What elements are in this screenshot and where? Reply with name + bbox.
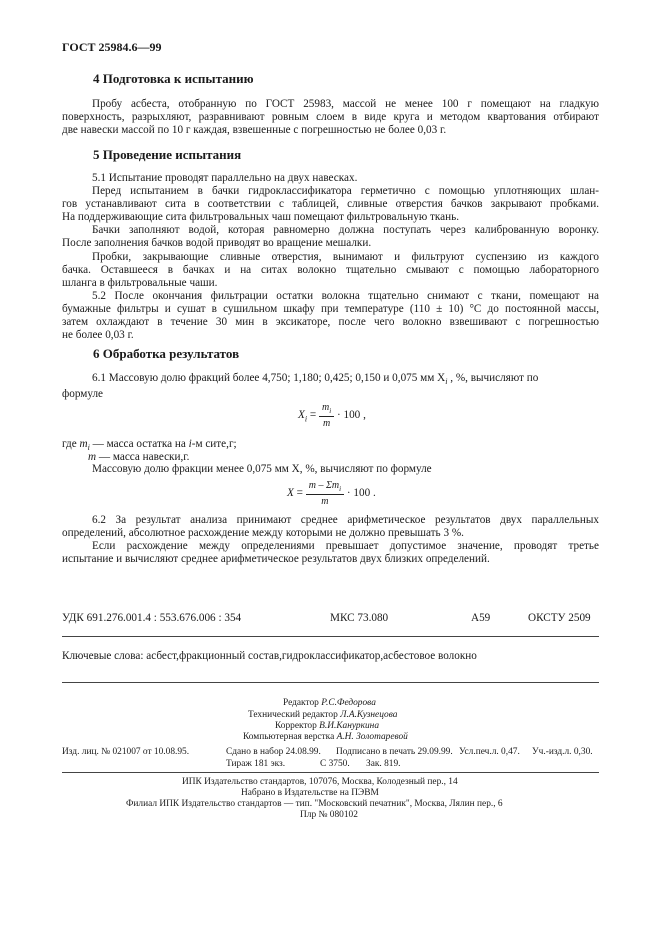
imprint-set: Сдано в набор 24.08.99. xyxy=(226,747,321,757)
credit-corrector: Корректор В.И.Кануркина xyxy=(275,721,380,731)
divider xyxy=(62,682,599,683)
publisher-line: Набрано в Издательстве на ПЭВМ xyxy=(241,788,379,798)
imprint-uslp: Усл.печ.л. 0,47. xyxy=(459,747,520,757)
publisher-line: Плр № 080102 xyxy=(300,810,358,820)
text-line: Пробу асбеста, отобранную по ГОСТ 25983, массой не менее 100 г помещают на гладкую xyxy=(92,98,599,110)
formula-2: X = $\frac{m - \Sigma m_i}{m}$ · 100 . xyxy=(287,480,376,507)
credit-editor: Редактор Р.С.Федорова xyxy=(283,698,376,708)
text-line: Массовую долю фракции менее 0,075 мм X, %, вычисляют по формуле xyxy=(92,463,432,475)
formula-1: $X_i$ = $\frac{m_i}{m}$ · 100 , xyxy=(298,402,366,429)
fraction: $\frac{m_i}{m}$ xyxy=(319,402,334,429)
imprint-s: С 3750. xyxy=(320,759,350,769)
imprint-zak: Зак. 819. xyxy=(366,759,401,769)
text-line: Бачки заполняют водой, которая равномерно должна поступать через калиброванную воронку. xyxy=(92,224,599,237)
mks-code: МКС 73.080 xyxy=(330,612,389,624)
text-line: испытание и вычисляют среднее арифметическое результатов двух близких определений. xyxy=(62,553,490,566)
section-6-title: 6 Обработка результатов xyxy=(93,346,240,361)
text-line: После заполнения бачков водой приводят во вращение мешалки. xyxy=(62,237,372,250)
imprint-print: Подписано в печать 29.09.99. xyxy=(336,747,453,757)
credit-layout: Компьютерная верстка А.Н. Золотаревой xyxy=(243,732,408,742)
text-line: бумажные фильтры и сушат в сушильном шкафу при температуре (110 ± 10) °С до постоянной массы, xyxy=(62,302,599,315)
where-line-2: m — масса навески,г. xyxy=(88,451,190,463)
section-6-intro xyxy=(62,372,599,401)
udk-code: УДК 691.276.001.4 : 553.676.006 : 354 xyxy=(62,612,242,624)
text-line: гов устанавливают сита в соответствии с таблицей, сливные отверстия бачков закрывают пробками. xyxy=(62,198,599,211)
text-line: определений, абсолютное расхождение между которыми не должно превышать 3 %. xyxy=(62,527,464,540)
where-line-1: где $m_i$ — масса остатка на i-м сите,г; xyxy=(62,438,237,453)
divider xyxy=(62,772,599,773)
text-line: не более 0,03 г. xyxy=(62,329,134,342)
divider xyxy=(62,636,599,637)
section-4-text xyxy=(62,98,599,137)
text-line: две навески массой по 10 г каждая, взвешенные с погрешностью не более 0,03 г. xyxy=(62,124,447,137)
text-line: 6.1 Массовую долю фракций более 4,750; 1,180; 0,425; 0,150 и 0,075 мм $X_i$ , %, вычисляют по xyxy=(92,372,539,387)
text-line: Пробки, закрывающие сливные отверстия, вынимают и фильтруют суспензию из каждого xyxy=(92,250,599,263)
text-line: Перед испытанием в бачки гидроклассификатора герметично с помощью уплотняющих шлан- xyxy=(92,185,599,198)
section-4-title: 4 Подготовка к испытанию xyxy=(93,71,254,86)
imprint-uchizd: Уч.-изд.л. 0,30. xyxy=(532,747,593,757)
section-6-results xyxy=(62,514,599,566)
imprint-license: Изд. лиц. № 021007 от 10.08.95. xyxy=(62,747,190,757)
publisher-line: Филиал ИПК Издательство стандартов — тип. "Московский печатник", Москва, Лялин пер., 6 xyxy=(126,799,503,809)
text-line: затем охлаждают в течение 30 мин в эксикаторе, после чего волокно взвешивают с погрешностью xyxy=(62,316,599,329)
text-line: Если расхождение между определениями превышает допустимое значение, проводят третье xyxy=(92,540,599,553)
text-line: На поддерживающие сита фильтровальных чаш помещают фильтровальную ткань. xyxy=(62,211,460,224)
credit-tech-editor: Технический редактор Л.А.Кузнецова xyxy=(248,710,398,720)
fraction: $\frac{m - \Sigma m_i}{m}$ xyxy=(306,480,344,507)
keywords: Ключевые слова: асбест,фракционный состав,гидроклассификатор,асбестовое волокно xyxy=(62,650,477,662)
a-code: А59 xyxy=(471,612,491,624)
text-line: шланга в фильтровальные чаши. xyxy=(62,276,218,289)
imprint-tirazh: Тираж 181 экз. xyxy=(226,759,286,769)
text-line: 6.2 За результат анализа принимают среднее арифметическое результатов двух параллельных xyxy=(92,514,599,526)
text-line: поверхность, разрыхляют, разравнивают ровным слоем в виде круга и методом квартования отбирают xyxy=(62,111,599,124)
publisher-line: ИПК Издательство стандартов, 107076, Москва, Колодезный пер., 14 xyxy=(182,777,458,787)
document-header: ГОСТ 25984.6—99 xyxy=(62,40,162,54)
section-5-text xyxy=(62,172,599,342)
text-line: 5.1 Испытание проводят параллельно на двух навесках. xyxy=(92,172,358,184)
text-line: 5.2 После окончания фильтрации остатки волокна тщательно снимают с ткани, помещают на xyxy=(92,289,599,302)
text-line: бачка. Оставшееся в бачках и на ситах волокно тщательно смывают с помощью лабораторного xyxy=(62,263,599,276)
section-5-title: 5 Проведение испытания xyxy=(93,147,242,162)
okstu-code: ОКСТУ 2509 xyxy=(528,612,591,624)
text-line: формуле xyxy=(62,388,103,401)
